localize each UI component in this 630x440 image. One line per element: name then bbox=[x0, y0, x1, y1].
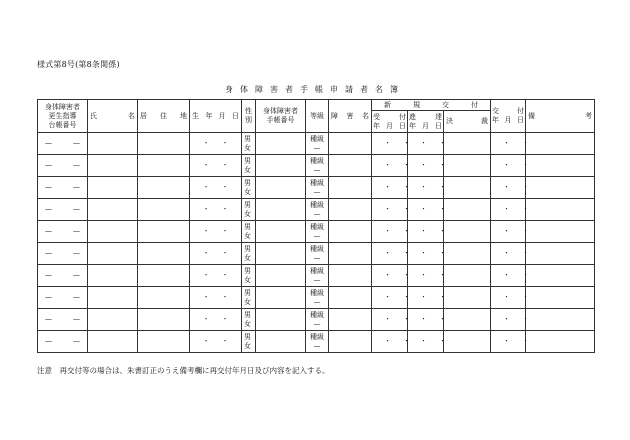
gender-cell[interactable]: 男 女 bbox=[242, 221, 256, 243]
name-cell[interactable] bbox=[88, 177, 138, 199]
receipt-date-cell[interactable]: ・・ bbox=[372, 177, 408, 199]
disability-name-cell[interactable] bbox=[329, 265, 372, 287]
address-cell[interactable] bbox=[138, 177, 190, 199]
progress-date-cell[interactable]: ・・ bbox=[408, 331, 444, 353]
header-address: 居 住 地 bbox=[138, 100, 190, 133]
name-cell[interactable] bbox=[88, 309, 138, 331]
table-row bbox=[38, 199, 595, 221]
document-title: 身体障害者手帳申請者名簿 bbox=[225, 85, 405, 94]
disability-name-cell[interactable] bbox=[329, 155, 372, 177]
address-cell[interactable] bbox=[138, 331, 190, 353]
name-cell[interactable] bbox=[88, 287, 138, 309]
grade-cell[interactable]: 種級 — bbox=[306, 331, 329, 353]
handbook-number-cell[interactable] bbox=[256, 243, 306, 265]
name-cell[interactable] bbox=[88, 221, 138, 243]
header-decision: 決 裁 bbox=[444, 111, 491, 133]
progress-date-cell[interactable]: ・・ bbox=[408, 133, 444, 155]
gender-cell[interactable]: 男 女 bbox=[242, 287, 256, 309]
table-row bbox=[38, 243, 595, 265]
grade-cell[interactable]: 種級 — bbox=[306, 177, 329, 199]
handbook-number-cell[interactable] bbox=[256, 331, 306, 353]
disability-name-cell[interactable] bbox=[329, 243, 372, 265]
receipt-date-cell[interactable]: ・・ bbox=[372, 243, 408, 265]
address-cell[interactable] bbox=[138, 221, 190, 243]
birth-date-cell[interactable]: ・・ bbox=[190, 199, 242, 221]
progress-date-cell[interactable]: ・・ bbox=[408, 177, 444, 199]
form-label: 様式第8号(第8条関係) bbox=[37, 60, 120, 69]
gender-cell[interactable]: 男 女 bbox=[242, 309, 256, 331]
grade-cell[interactable]: 種級 — bbox=[306, 155, 329, 177]
receipt-date-cell[interactable]: ・・ bbox=[372, 199, 408, 221]
reissue-date-cell[interactable]: ・・ bbox=[491, 177, 526, 199]
header-new-issuance: 新 規 交 付 bbox=[372, 100, 491, 111]
address-cell[interactable] bbox=[138, 243, 190, 265]
header-receipt-date: 受 付 年 月 日 bbox=[372, 111, 408, 133]
table-row bbox=[38, 309, 595, 331]
reissue-date-cell[interactable]: ・・ bbox=[491, 243, 526, 265]
disability-name-cell[interactable] bbox=[329, 331, 372, 353]
table-row bbox=[38, 221, 595, 243]
disability-name-cell[interactable] bbox=[329, 133, 372, 155]
name-cell[interactable] bbox=[88, 331, 138, 353]
handbook-number-cell[interactable] bbox=[256, 287, 306, 309]
gender-cell[interactable]: 男 女 bbox=[242, 243, 256, 265]
header-disability-name: 障 害 名 bbox=[329, 100, 372, 133]
address-cell[interactable] bbox=[138, 309, 190, 331]
correction-number-cell[interactable]: — — bbox=[38, 221, 88, 243]
disability-name-cell[interactable] bbox=[329, 287, 372, 309]
reissue-date-cell[interactable]: ・・ bbox=[491, 287, 526, 309]
progress-date-cell[interactable]: ・・ bbox=[408, 199, 444, 221]
header-gender: 性 別 bbox=[242, 100, 256, 133]
address-cell[interactable] bbox=[138, 133, 190, 155]
header-name: 氏 名 bbox=[88, 100, 138, 133]
grade-cell[interactable]: 種級 — bbox=[306, 243, 329, 265]
correction-number-cell[interactable]: — — bbox=[38, 265, 88, 287]
correction-number-cell[interactable]: — — bbox=[38, 155, 88, 177]
reissue-date-cell[interactable]: ・・ bbox=[491, 221, 526, 243]
gender-cell[interactable]: 男 女 bbox=[242, 331, 256, 353]
receipt-date-cell[interactable]: ・・ bbox=[372, 133, 408, 155]
grade-cell[interactable]: 種級 — bbox=[306, 199, 329, 221]
handbook-number-cell[interactable] bbox=[256, 265, 306, 287]
disability-name-cell[interactable] bbox=[329, 199, 372, 221]
receipt-date-cell[interactable]: ・・ bbox=[372, 221, 408, 243]
header-progress-date: 進 達 年 月 日 bbox=[408, 111, 444, 133]
gender-cell[interactable]: 男 女 bbox=[242, 199, 256, 221]
handbook-number-cell[interactable] bbox=[256, 221, 306, 243]
correction-number-cell[interactable]: — — bbox=[38, 309, 88, 331]
header-handbook-number: 身体障害者 手帳番号 bbox=[256, 100, 306, 133]
table-row bbox=[38, 177, 595, 199]
birth-date-cell[interactable]: ・・ bbox=[190, 287, 242, 309]
correction-number-cell[interactable]: — — bbox=[38, 199, 88, 221]
table-row bbox=[38, 265, 595, 287]
grade-cell[interactable]: 種級 — bbox=[306, 221, 329, 243]
receipt-date-cell[interactable]: ・・ bbox=[372, 265, 408, 287]
birth-date-cell[interactable]: ・・ bbox=[190, 133, 242, 155]
correction-number-cell[interactable]: — — bbox=[38, 331, 88, 353]
table-row bbox=[38, 331, 595, 353]
reissue-date-cell[interactable]: ・・ bbox=[491, 309, 526, 331]
handbook-number-cell[interactable] bbox=[256, 199, 306, 221]
header-grade: 等級 bbox=[306, 100, 329, 133]
reissue-date-cell[interactable]: ・・ bbox=[491, 133, 526, 155]
progress-date-cell[interactable]: ・・ bbox=[408, 309, 444, 331]
correction-number-cell[interactable]: — — bbox=[38, 243, 88, 265]
gender-cell[interactable]: 男 女 bbox=[242, 265, 256, 287]
receipt-date-cell[interactable]: ・・ bbox=[372, 331, 408, 353]
handbook-number-cell[interactable] bbox=[256, 177, 306, 199]
birth-date-cell[interactable]: ・・ bbox=[190, 177, 242, 199]
birth-date-cell[interactable]: ・・ bbox=[190, 155, 242, 177]
applicant-register-table bbox=[37, 99, 595, 353]
grade-cell[interactable]: 種級 — bbox=[306, 287, 329, 309]
table-row bbox=[38, 287, 595, 309]
disability-name-cell[interactable] bbox=[329, 221, 372, 243]
reissue-date-cell[interactable]: ・・ bbox=[491, 199, 526, 221]
name-cell[interactable] bbox=[88, 199, 138, 221]
birth-date-cell[interactable]: ・・ bbox=[190, 309, 242, 331]
progress-date-cell[interactable]: ・・ bbox=[408, 155, 444, 177]
name-cell[interactable] bbox=[88, 155, 138, 177]
correction-number-cell[interactable]: — — bbox=[38, 287, 88, 309]
progress-date-cell[interactable]: ・・ bbox=[408, 287, 444, 309]
grade-cell[interactable]: 種級 — bbox=[306, 265, 329, 287]
progress-date-cell[interactable]: ・・ bbox=[408, 243, 444, 265]
birth-date-cell[interactable]: ・・ bbox=[190, 221, 242, 243]
header-remarks: 備 考 bbox=[526, 100, 595, 133]
reissue-date-cell[interactable]: ・・ bbox=[491, 155, 526, 177]
name-cell[interactable] bbox=[88, 243, 138, 265]
correction-number-cell[interactable]: — — bbox=[38, 133, 88, 155]
reissue-date-cell[interactable]: ・・ bbox=[491, 331, 526, 353]
table-row bbox=[38, 155, 595, 177]
name-cell[interactable] bbox=[88, 265, 138, 287]
register-body bbox=[38, 133, 595, 353]
correction-number-cell[interactable]: — — bbox=[38, 177, 88, 199]
name-cell[interactable] bbox=[88, 133, 138, 155]
header-reissue-date: 交 付 年 月 日 bbox=[491, 100, 526, 133]
address-cell[interactable] bbox=[138, 155, 190, 177]
header-birth-date: 生 年 月 日 bbox=[190, 100, 242, 133]
header-correction-number: 身体障害者 更生指導 台帳番号 bbox=[38, 100, 88, 133]
receipt-date-cell[interactable]: ・・ bbox=[372, 309, 408, 331]
handbook-number-cell[interactable] bbox=[256, 309, 306, 331]
gender-cell[interactable]: 男 女 bbox=[242, 177, 256, 199]
disability-name-cell[interactable] bbox=[329, 309, 372, 331]
birth-date-cell[interactable]: ・・ bbox=[190, 243, 242, 265]
receipt-date-cell[interactable]: ・・ bbox=[372, 155, 408, 177]
receipt-date-cell[interactable]: ・・ bbox=[372, 287, 408, 309]
table-row bbox=[38, 133, 595, 155]
birth-date-cell[interactable]: ・・ bbox=[190, 331, 242, 353]
progress-date-cell[interactable]: ・・ bbox=[408, 221, 444, 243]
reissue-date-cell[interactable]: ・・ bbox=[491, 265, 526, 287]
grade-cell[interactable]: 種級 — bbox=[306, 133, 329, 155]
footnote: 注意 再交付等の場合は、朱書訂正のうえ備考欄に再交付年月日及び内容を記入する。 bbox=[37, 366, 330, 375]
disability-name-cell[interactable] bbox=[329, 177, 372, 199]
grade-cell[interactable]: 種級 — bbox=[306, 309, 329, 331]
gender-cell[interactable]: 男 女 bbox=[242, 155, 256, 177]
address-cell[interactable] bbox=[138, 199, 190, 221]
birth-date-cell[interactable]: ・・ bbox=[190, 265, 242, 287]
address-cell[interactable] bbox=[138, 265, 190, 287]
handbook-number-cell[interactable] bbox=[256, 155, 306, 177]
progress-date-cell[interactable]: ・・ bbox=[408, 265, 444, 287]
handbook-number-cell[interactable] bbox=[256, 133, 306, 155]
address-cell[interactable] bbox=[138, 287, 190, 309]
gender-cell[interactable]: 男 女 bbox=[242, 133, 256, 155]
